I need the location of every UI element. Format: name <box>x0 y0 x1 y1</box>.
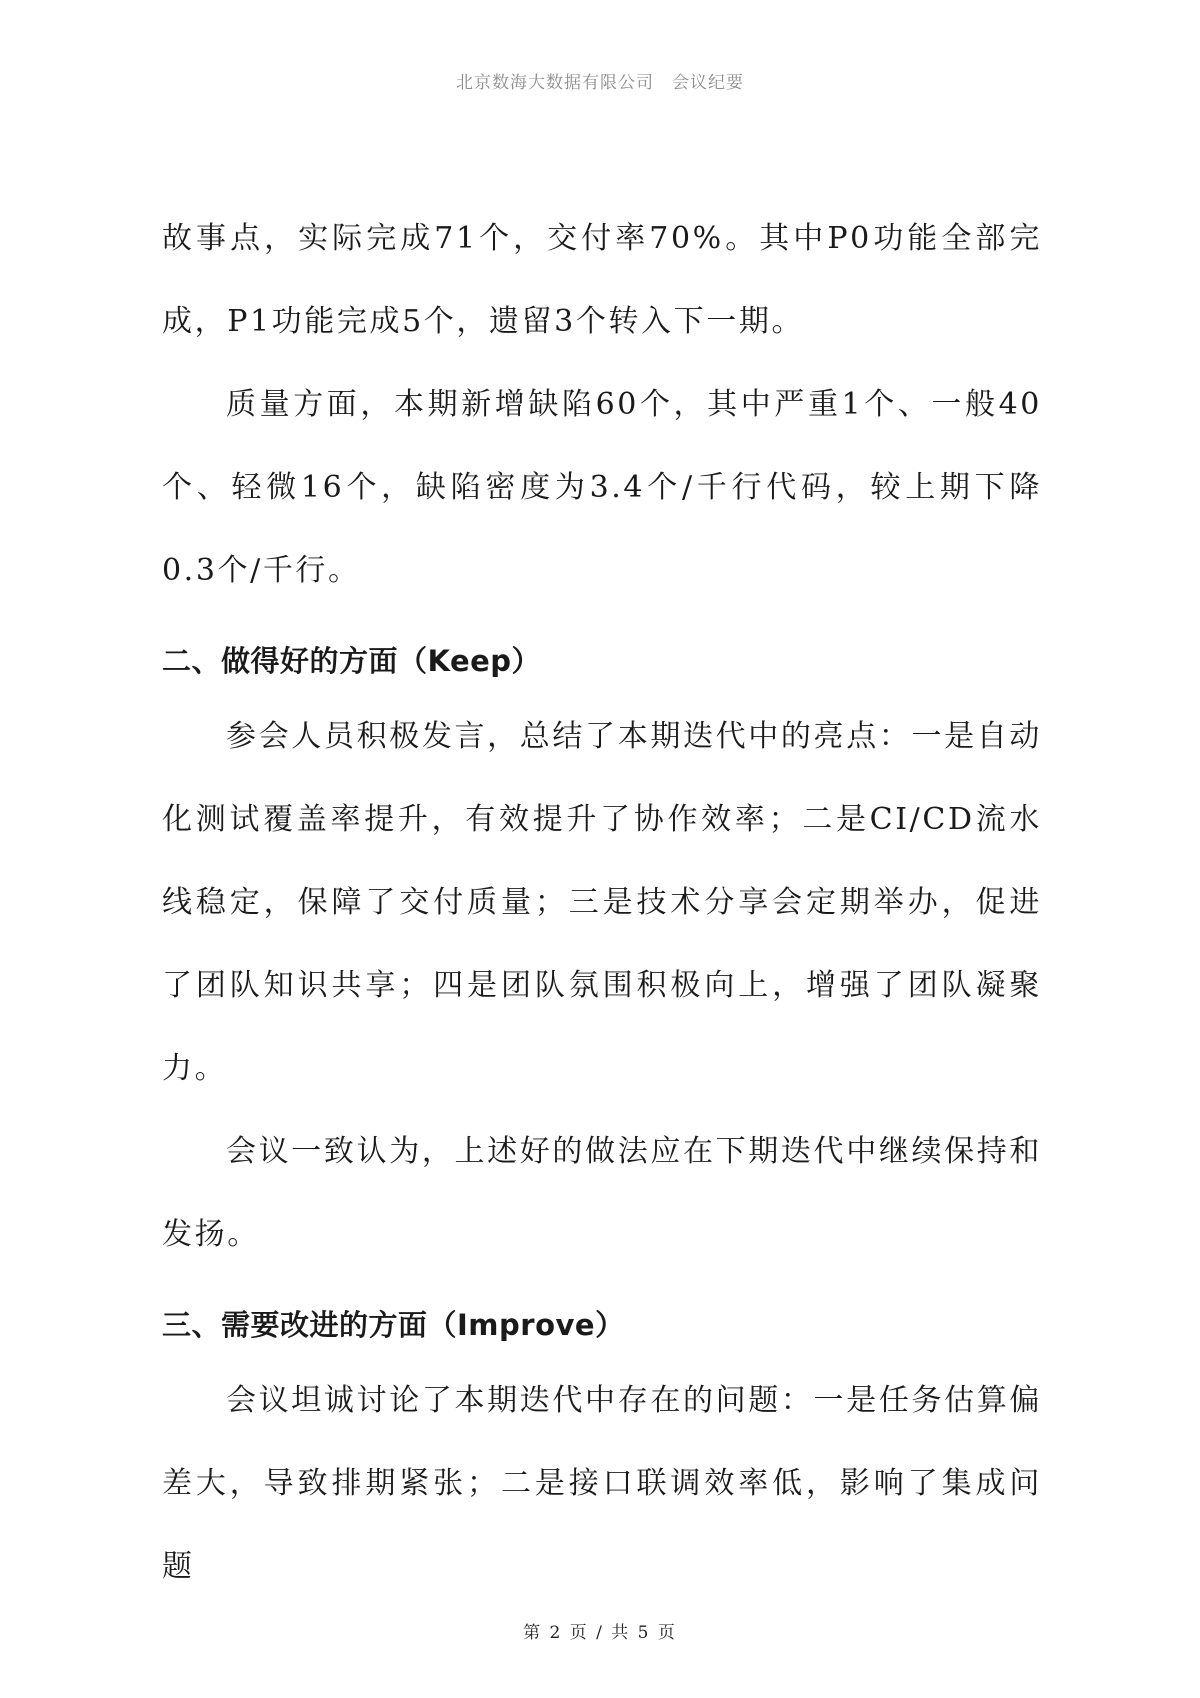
paragraph-keep-highlights: 参会人员积极发言，总结了本期迭代中的亮点：一是自动化测试覆盖率提升，有效提升了协作效率；二是CI/CD流水线稳定，保障了交付质量；三是技术分享会定期举办，促进了团队知识共享；四是团队氛围积极向上，增强了团队凝聚力。 <box>162 719 1042 1086</box>
paragraph-improve-issues: 会议坦诚讨论了本期迭代中存在的问题：一是任务估算偏差大，导致排期紧张；二是接口联调效率低，影响了集成问题 <box>162 1383 1042 1584</box>
paragraph-delivery-continuation: 故事点，实际完成71个，交付率70%。其中P0功能全部完成，P1功能完成5个，遗留3个转入下一期。 <box>162 221 1042 339</box>
section-heading-keep: 二、做得好的方面（Keep） <box>162 644 542 678</box>
page-header: 北京数海大数据有限公司 会议纪要 <box>456 73 744 93</box>
section-heading-improve: 三、需要改进的方面（Improve） <box>162 1308 625 1342</box>
paragraph-quality: 质量方面，本期新增缺陷60个，其中严重1个、一般40个、轻微16个，缺陷密度为3.4个/千行代码，较上期下降0.3个/千行。 <box>162 387 1042 588</box>
page-number-footer: 第 2 页 / 共 5 页 <box>523 1623 677 1643</box>
paragraph-keep-conclusion: 会议一致认为，上述好的做法应在下期迭代中继续保持和发扬。 <box>162 1134 1042 1252</box>
document-body <box>162 197 1042 1608</box>
